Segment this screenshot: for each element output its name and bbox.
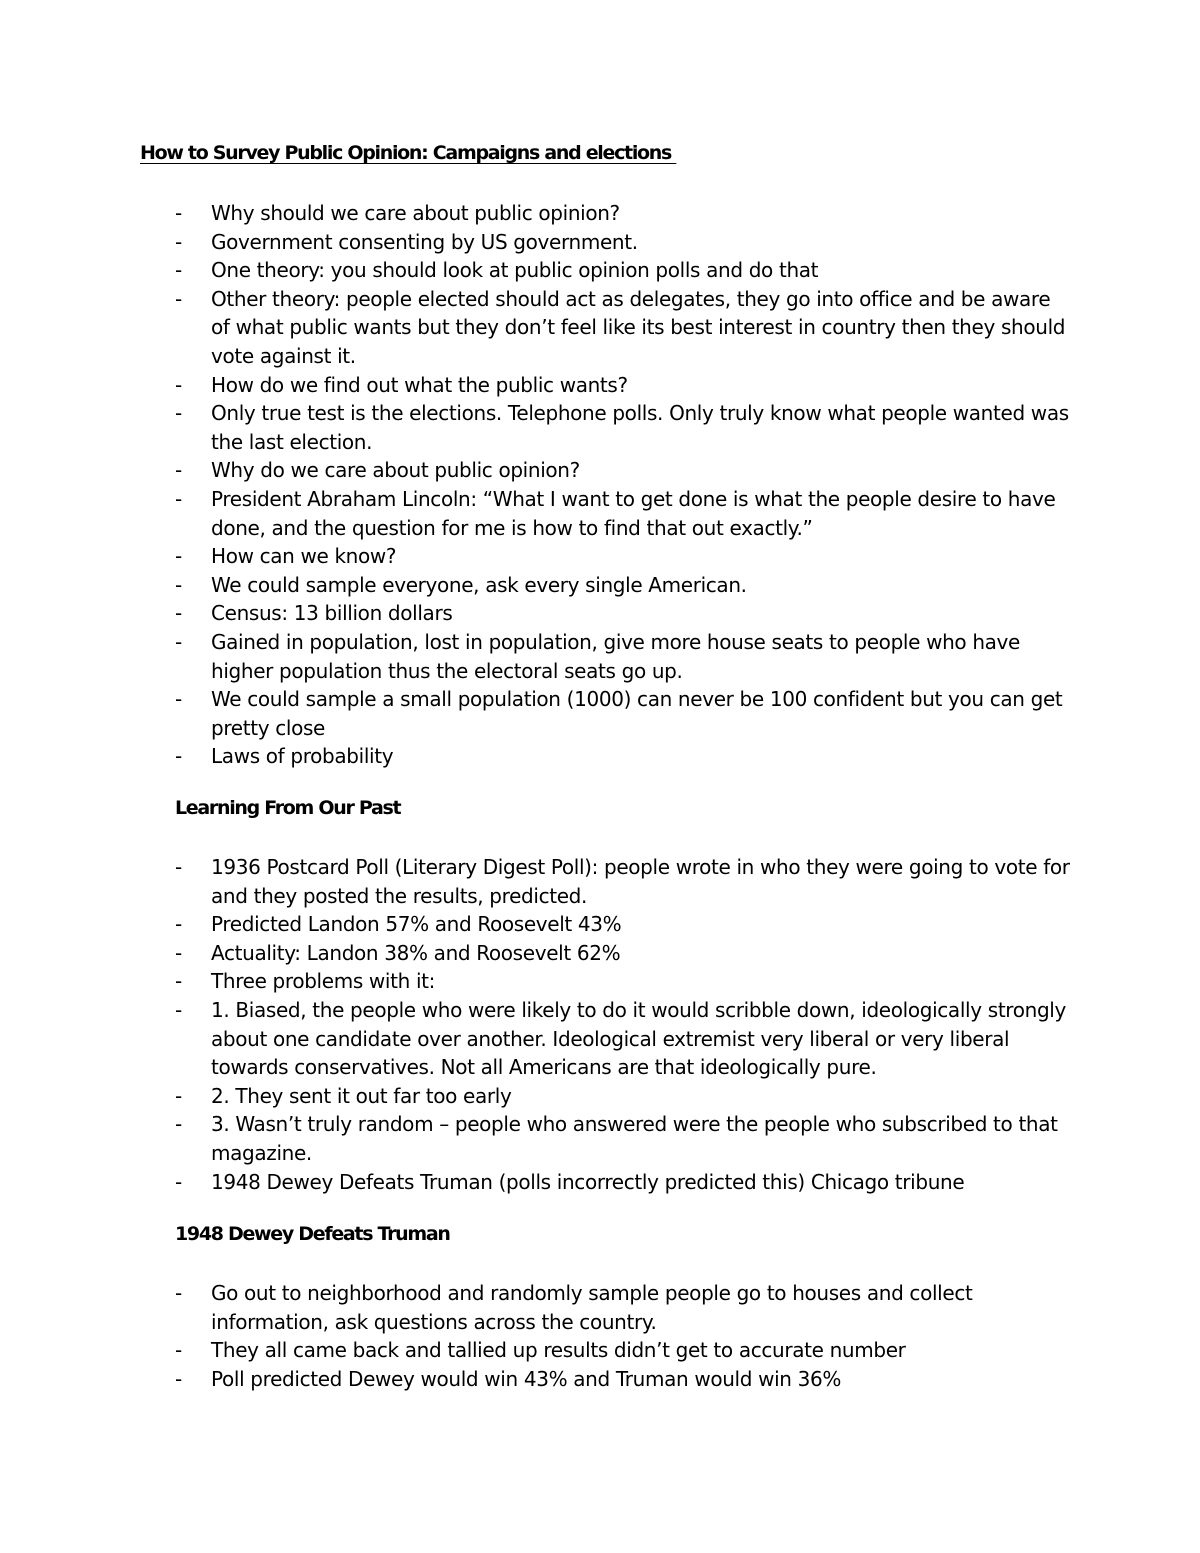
bullet-marker: - [175,229,182,254]
bullet-marker: - [175,1112,182,1137]
list-item-text: Predicted Landon 57% and Roosevelt 43% [211,912,622,937]
list-item-text: 2. They sent it out far too early [211,1083,512,1108]
list-item [0,939,1071,968]
list-item [0,599,1071,628]
bullet-marker: - [175,1366,182,1391]
list-item [0,910,1071,939]
list-item [0,1336,1071,1365]
bullet-marker: - [175,1338,182,1363]
list-item-text: Only true test is the elections. Telephone polls. Only truly know what people wanted was the last election. [211,401,1069,454]
list-item [0,853,1071,910]
list-item-text: Why do we care about public opinion? [211,458,580,483]
list-item-text: We could sample a small population (1000) can never be 100 confident but you can get pretty close [211,687,1063,740]
list-item-text: We could sample everyone, ask every single American. [211,572,747,597]
list-item [0,571,1071,600]
bullet-marker: - [175,997,182,1022]
list-item [0,485,1071,542]
bullet-marker: - [175,201,182,225]
list-item-text: Three problems with it: [211,969,436,994]
bullet-marker: - [175,940,182,965]
list-item [0,967,1071,996]
section-heading-dewey-defeats-truman: 1948 Dewey Defeats Truman [175,1223,450,1245]
list-item [0,228,1071,257]
bullet-list-dewey-defeats-truman [0,1279,1200,1393]
list-item-text: 1948 Dewey Defeats Truman (polls incorrectly predicted this) Chicago tribune [211,1169,965,1194]
bullet-marker: - [175,1281,182,1305]
list-item [0,742,1071,771]
list-item-text: How can we know? [211,544,397,569]
list-item-text: One theory: you should look at public opinion polls and do that [211,258,819,283]
bullet-marker: - [175,401,182,426]
bullet-marker: - [175,855,182,879]
bullet-marker: - [175,912,182,937]
list-item-text: How do we find out what the public wants? [211,372,628,397]
bullet-marker: - [175,629,182,654]
bullet-marker: - [175,1169,182,1194]
list-item-text: Other theory: people elected should act as delegates, they go into office and be aware of what public wants but they don’t feel like its best interest in country then they should vote against it. [211,286,1066,368]
bullet-marker: - [175,258,182,283]
list-item [0,685,1071,742]
list-item [0,371,1071,400]
bullet-list-intro [0,199,1200,771]
list-item-text: Go out to neighborhood and randomly sample people go to houses and collect information, ask questions across the country. [211,1281,973,1334]
list-item [0,285,1071,371]
list-item [0,542,1071,571]
list-item [0,1082,1071,1111]
list-item [0,996,1071,1082]
list-item [0,456,1071,485]
list-item [0,399,1071,456]
bullet-marker: - [175,744,182,769]
bullet-marker: - [175,372,182,397]
list-item [0,1365,1071,1394]
list-item-text: Why should we care about public opinion? [211,201,620,225]
list-item-text: Government consenting by US government. [211,229,638,254]
bullet-marker: - [175,286,182,311]
list-item [0,628,1071,685]
list-item-text: Laws of probability [211,744,394,769]
list-item [0,199,1071,228]
bullet-marker: - [175,687,182,712]
bullet-list-learning-from-past [0,853,1200,1196]
list-item-text: Gained in population, lost in population, give more house seats to people who have higher population thus the electoral seats go up. [211,629,1020,683]
list-item-text: They all came back and tallied up results didn’t get to accurate number [211,1338,906,1363]
page-title: How to Survey Public Opinion: Campaigns and elections [140,142,677,164]
list-item-text: President Abraham Lincoln: “What I want to get done is what the people desire to have done, and the question for me is how to find that out exactly.” [211,486,1056,540]
section-heading-learning-from-past: Learning From Our Past [175,797,401,819]
bullet-marker: - [175,458,182,483]
bullet-marker: - [175,486,182,511]
bullet-marker: - [175,969,182,994]
list-item [0,1279,1071,1336]
list-item-text: 3. Wasn’t truly random – people who answered were the people who subscribed to that magazine. [211,1112,1058,1165]
list-item-text: 1. Biased, the people who were likely to do it would scribble down, ideologically strongly about one candidate over another. Ideological extremist very liberal or very liberal towards conservatives. Not all Americans are that ideologically pure. [211,997,1066,1080]
list-item-text: Actuality: Landon 38% and Roosevelt 62% [211,940,621,965]
list-item-text: 1936 Postcard Poll (Literary Digest Poll): people wrote in who they were going to vote for and they posted the results, predicted. [211,855,1070,908]
bullet-marker: - [175,601,182,626]
list-item-text: Census: 13 billion dollars [211,601,453,626]
list-item [0,1110,1071,1167]
list-item-text: Poll predicted Dewey would win 43% and Truman would win 36% [211,1366,842,1391]
list-item [0,1168,1071,1197]
list-item [0,256,1071,285]
bullet-marker: - [175,572,182,597]
bullet-marker: - [175,1083,182,1108]
bullet-marker: - [175,544,182,569]
